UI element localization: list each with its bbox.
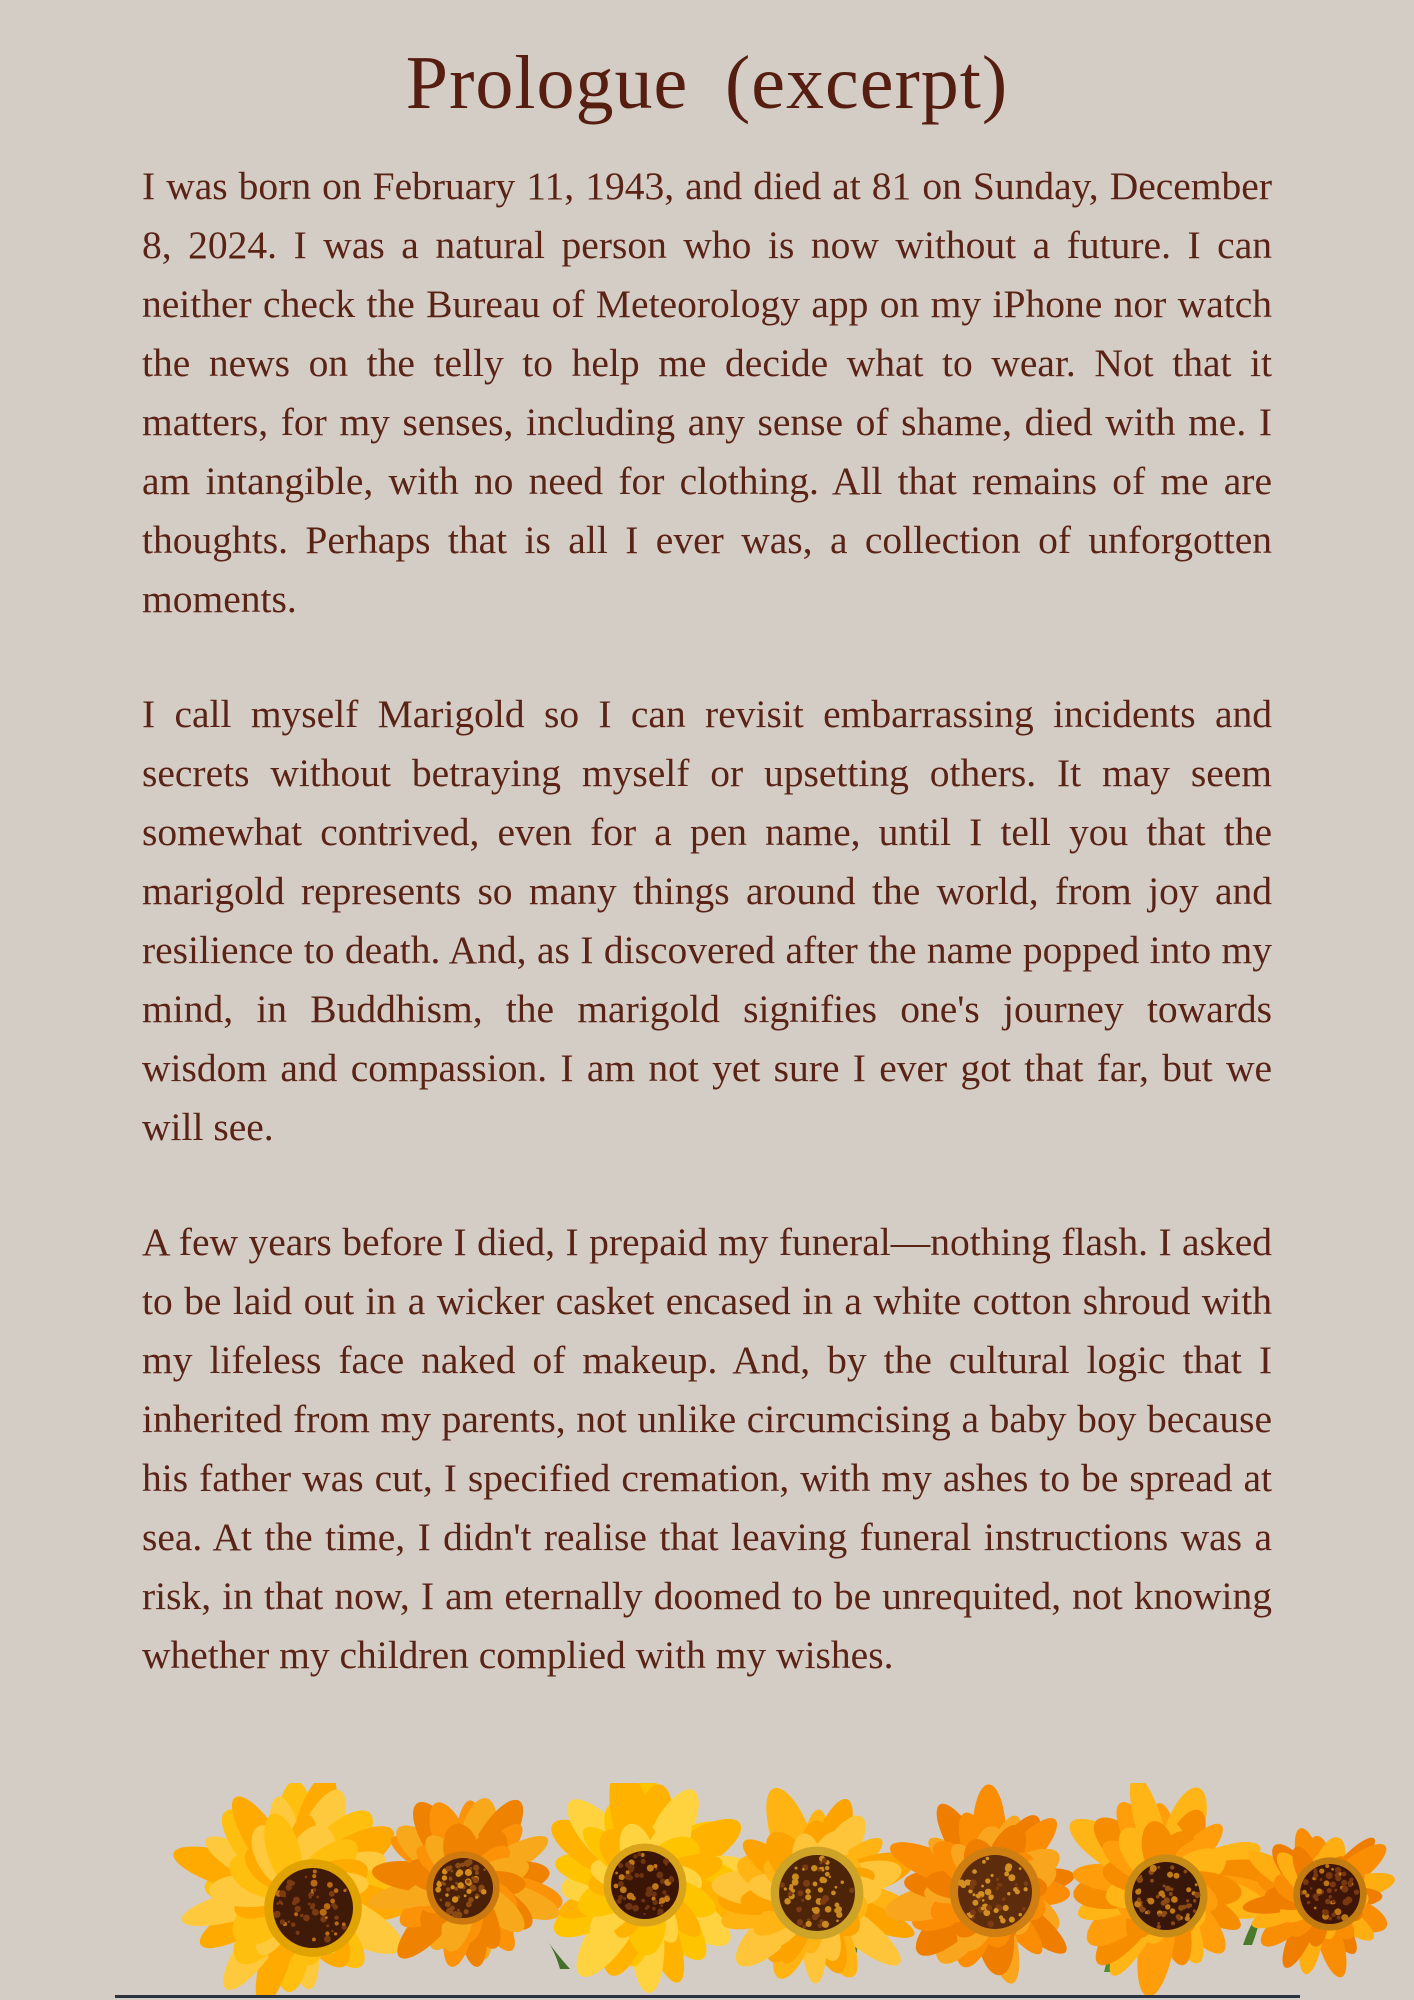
prologue-body (0, 157, 1414, 1685)
marigold-flowers-svg (0, 1783, 1414, 1998)
paragraph-3: A few years before I died, I prepaid my funeral—nothing flash. I asked to be laid out in a wicker casket encased in a white cotton shroud with my lifeless face naked of makeup. And, by the cultural logic that I inherited from my parents, not unlike circumcising a baby boy because his father was cut, I specified cremation, with my ashes to be spread at sea. At the time, I didn't realise that leaving funeral instructions was a risk, in that now, I am eternally doomed to be unrequited, not knowing whether my children complied with my wishes. (142, 1220, 1272, 1677)
paragraph-2: I call myself Marigold so I can revisit embarrassing incidents and secrets without betraying myself or upsetting others. It may seem somewhat contrived, even for a pen name, until I tell you that the marigold represents so many things around the world, from joy and resilience to death. And, as I discovered after the name popped into my mind, in Buddhism, the marigold signifies one's journey towards wisdom and compassion. I am not yet sure I ever got that far, but we will see. (142, 692, 1272, 1149)
paragraph-1: I was born on February 11, 1943, and died at 81 on Sunday, December 8, 2024. I was a natural person who is now without a future. I can neither check the Bureau of Meteorology app on my iPhone nor watch the news on the telly to help me decide what to wear. Not that it matters, for my senses, including any sense of shame, died with me. I am intangible, with no need for clothing. All that remains of me are thoughts. Perhaps that is all I ever was, a collection of unforgotten moments. (142, 164, 1272, 621)
bottom-divider (115, 1995, 1300, 1998)
page-title: Prologue (excerpt) (405, 41, 1009, 125)
marigold-flowers-image (0, 1783, 1414, 1998)
